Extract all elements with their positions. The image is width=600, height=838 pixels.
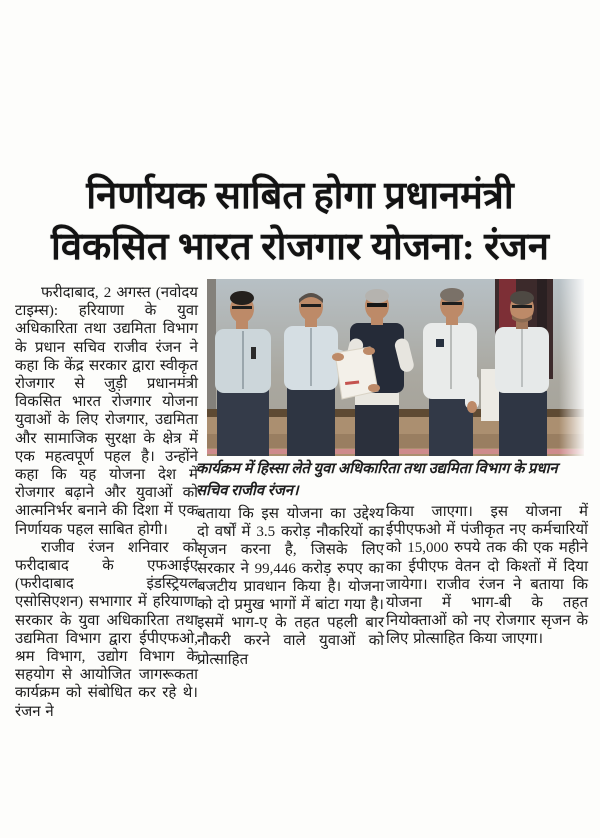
- photo-caption: कार्यक्रम में हिस्सा लेते युवा अधिकारिता तथा उद्यमिता विभाग के प्रधान सचिव राजीव रंजन।: [196, 461, 558, 499]
- article-column-right: [386, 503, 588, 661]
- article-paragraph-4: किया जाएगा। इस योजना में ईपीएफओ में पंजीकृत नए कर्मचारियों को 15,000 रुपये तक की एक महीने का ईपीएफ वेतन दो किश्तों में दिया जायेगा। राजीव रंजन ने बताया कि योजना में भाग-बी के तहत नियोक्ताओं को नए रोजगार सृजन के लिए प्रोत्साहित किया जाएगा।: [386, 504, 588, 648]
- headline-line-2: विकसित भारत रोजगार योजना: रंजन: [51, 226, 549, 268]
- article-paragraph-2: राजीव रंजन शनिवार को फरीदाबाद के एफआईए (फरीदाबाद इंडस्ट्रियल एसोसिएशन) सभागार में हरियाणा सरकार के युवा अधिकारिता तथा उद्यमिता विभाग द्वारा ईपीएफओ, श्रम विभाग, उद्योग विभाग के सहयोग से आयोजित जागरूकता कार्यक्रम को संबोधित कर रहे थे। रंजन ने: [15, 539, 198, 720]
- news-photo: [207, 279, 584, 456]
- article-paragraph-1: फरीदाबाद, 2 अगस्त (नवोदय टाइम्स): हरियाणा के युवा अधिकारिता तथा उद्यमिता विभाग के प्रधान सचिव राजीव रंजन ने कहा कि केंद्र सरकार द्वारा स्वीकृत रोजगार से जुड़ी प्रधानमंत्री विकसित भारत रोजगार योजना युवाओं के लिए रोजगार, उद्यमिता और सामाजिक सुरक्षा के क्षेत्र में एक महत्वपूर्ण पहल है। उन्होंने कहा कि यह योजना देश में रोजगार बढ़ाने और युवाओं को आत्मनिर्भर बनाने की दिशा में एक निर्णायक पहल साबित होगी।: [15, 285, 198, 538]
- article-column-left: [15, 284, 198, 720]
- news-photo-graphic: [207, 279, 584, 456]
- headline: [8, 171, 592, 273]
- photo-right-fade: [559, 279, 584, 456]
- article-paragraph-3: बताया कि इस योजना का उद्देश्य दो वर्षों में 3.5 करोड़ नौकरियों का सृजन करना है, जिसके लिए सरकार ने 99,446 करोड़ रुपए का बजटीय प्रावधान किया है। योजना को दो प्रमुख भागों में बांटा गया है। इसमें भाग-ए के तहत पहली बार नौकरी करने वाले युवाओं को प्रोत्साहित: [197, 506, 384, 668]
- article-column-middle: [197, 505, 384, 668]
- headline-line-1: निर्णायक साबित होगा प्रधानमंत्री: [86, 175, 514, 217]
